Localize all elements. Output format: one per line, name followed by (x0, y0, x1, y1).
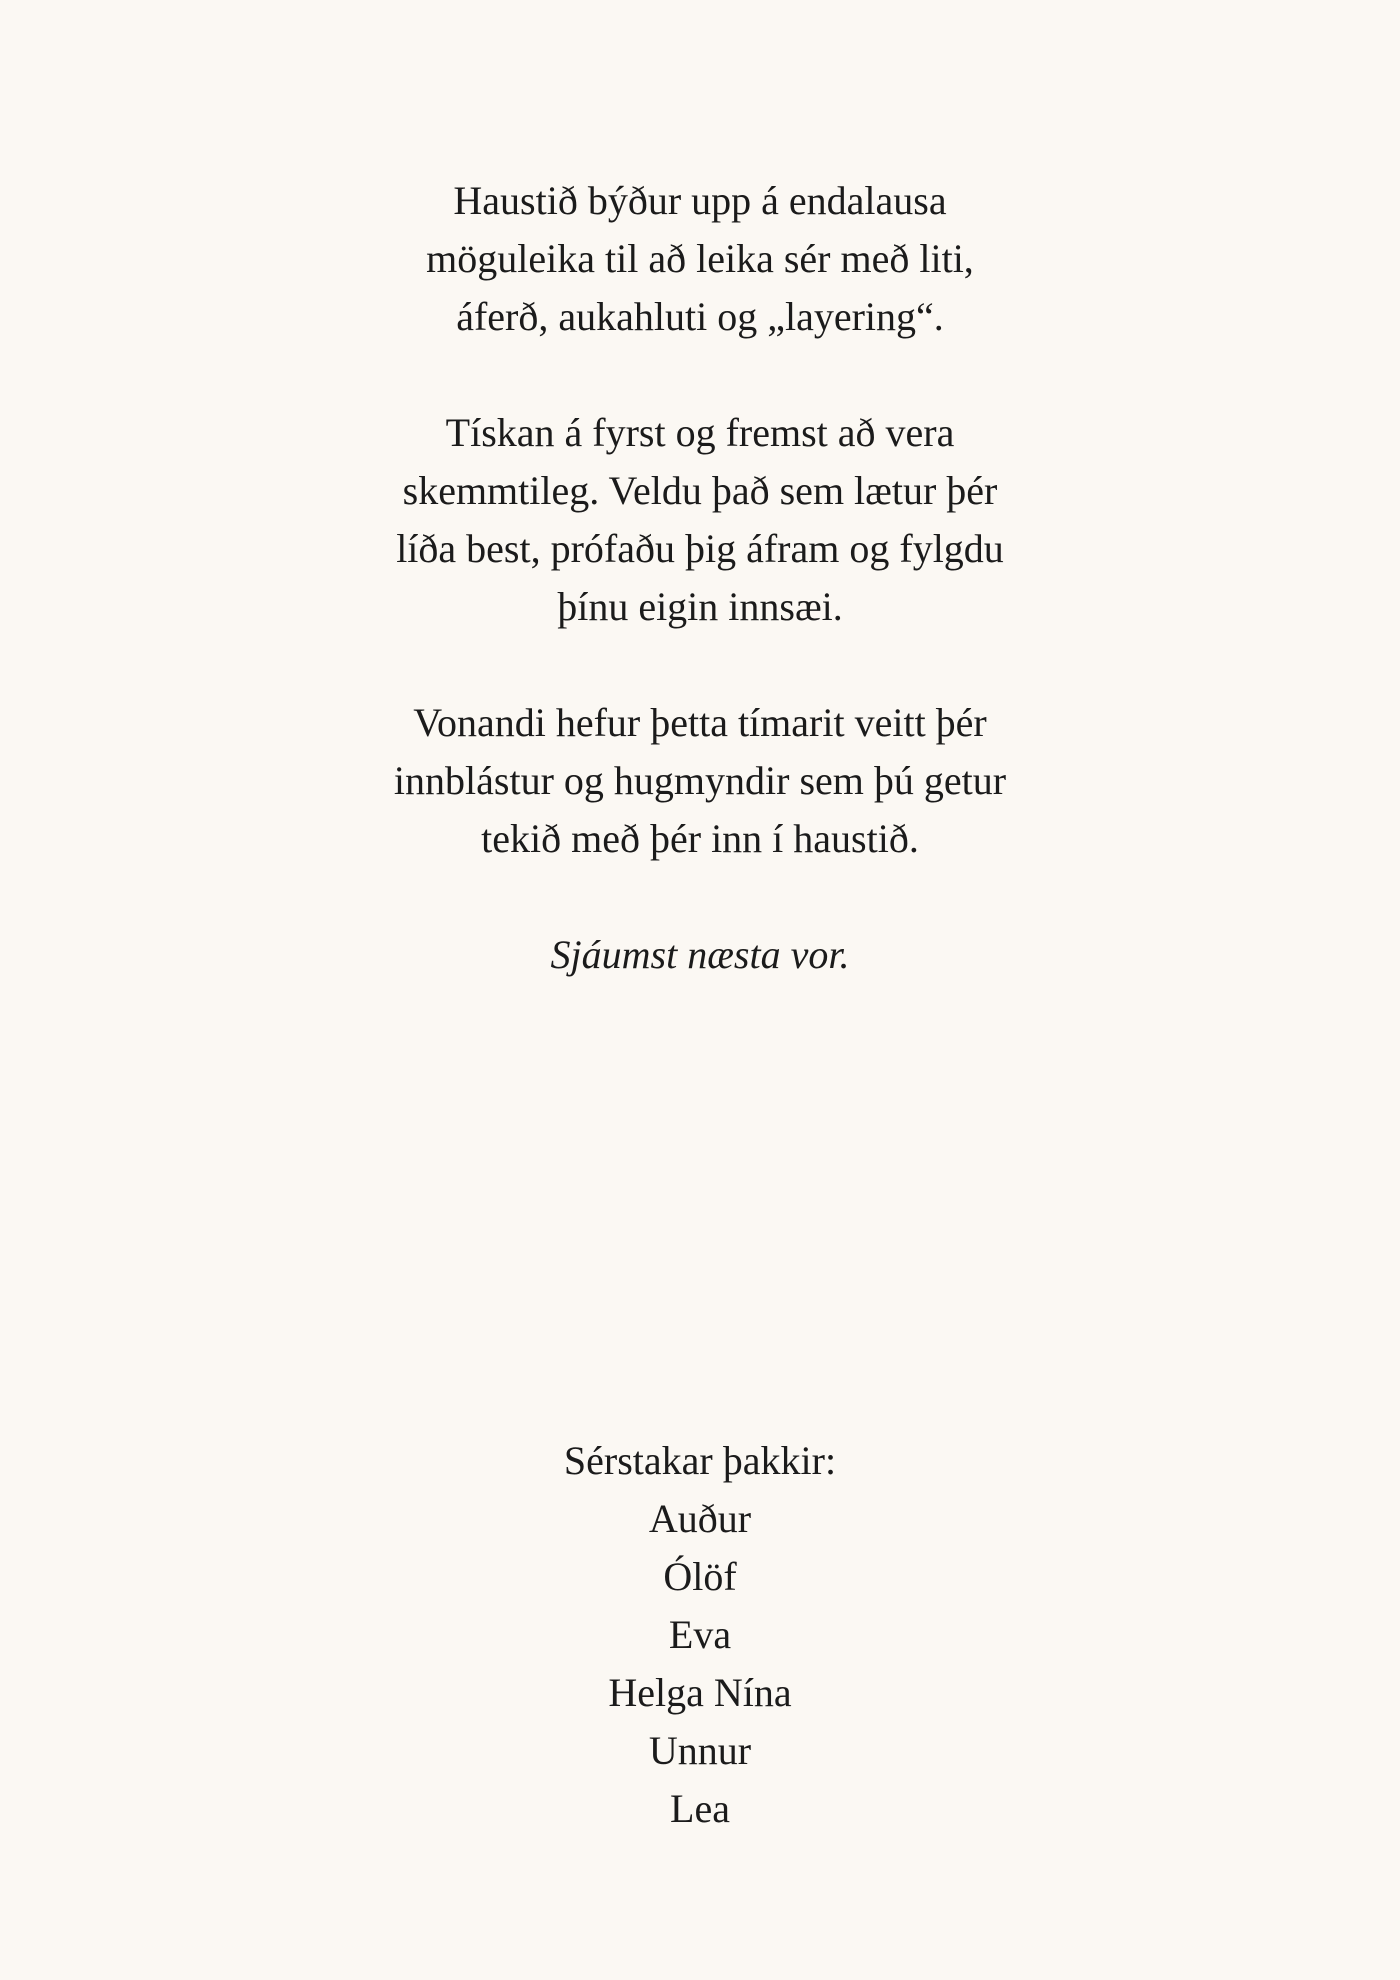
thanks-name: Ólöf (663, 1554, 737, 1599)
text-line: Vonandi hefur þetta tímarit veitt þér (413, 700, 987, 745)
thanks-name: Lea (670, 1786, 730, 1831)
thanks-name: Unnur (648, 1728, 752, 1773)
thanks-list (0, 1490, 1400, 1838)
text-line: þínu eigin innsæi. (557, 584, 843, 629)
text-line: líða best, prófaðu þig áfram og fylgdu (396, 526, 1004, 571)
paragraph-fashion (0, 404, 1400, 636)
paragraph-inspiration (0, 694, 1400, 868)
text-line: Haustið býður upp á endalausa (453, 178, 947, 223)
thanks-name: Helga Nína (608, 1670, 792, 1715)
special-thanks (0, 1432, 1400, 1838)
paragraph-autumn (0, 172, 1400, 346)
text-line: Tískan á fyrst og fremst að vera (445, 410, 955, 455)
text-line: möguleika til að leika sér með liti, (426, 236, 974, 281)
closing-text (0, 172, 1400, 984)
text-line: tekið með þér inn í haustið. (481, 816, 919, 861)
signoff: Sjáumst næsta vor. (550, 932, 850, 977)
thanks-name: Auður (648, 1496, 752, 1541)
thanks-heading: Sérstakar þakkir: (563, 1438, 837, 1483)
thanks-name: Eva (668, 1612, 732, 1657)
text-line: skemmtileg. Veldu það sem lætur þér (402, 468, 998, 513)
text-line: áferð, aukahluti og „layering“. (456, 294, 944, 339)
text-line: innblástur og hugmyndir sem þú getur (393, 758, 1007, 803)
